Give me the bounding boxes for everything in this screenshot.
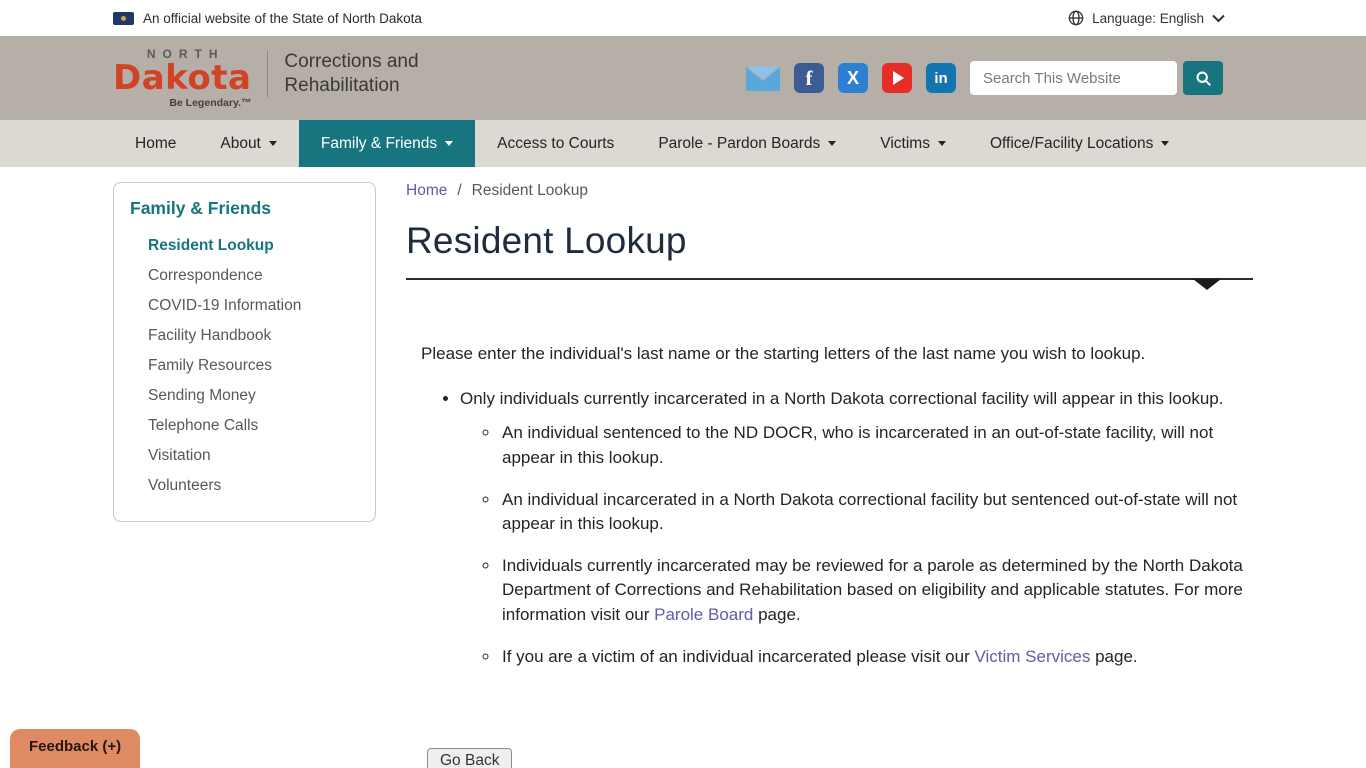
x-twitter-icon[interactable]: X xyxy=(838,63,868,93)
search-icon xyxy=(1195,70,1212,87)
nav-label: Victims xyxy=(880,134,930,152)
list-item-text: If you are a victim of an individual incarcerated please visit our xyxy=(502,646,975,666)
chevron-down-icon xyxy=(269,141,277,146)
page-content xyxy=(0,182,1366,768)
sidebar-title: Family & Friends xyxy=(130,198,272,218)
youtube-icon[interactable] xyxy=(882,63,912,93)
sidebar-item-family-resources[interactable]: Family Resources xyxy=(148,357,273,374)
email-icon[interactable] xyxy=(746,66,780,91)
article-body xyxy=(406,342,1253,768)
site-search xyxy=(970,61,1223,95)
breadcrumb xyxy=(406,182,1253,200)
list-item-text: page. xyxy=(753,605,801,625)
department-line1: Corrections and xyxy=(284,51,419,73)
nav-item-family-friends[interactable] xyxy=(299,120,475,167)
nav-label: Access to Courts xyxy=(497,134,615,152)
sidebar-item-resident-lookup[interactable]: Resident Lookup xyxy=(148,237,274,254)
search-input[interactable] xyxy=(970,61,1177,95)
list-item xyxy=(500,645,1253,670)
list-item xyxy=(460,387,1253,670)
sidebar-item-facility-handbook[interactable]: Facility Handbook xyxy=(148,327,272,344)
list-item xyxy=(500,488,1253,537)
chevron-down-icon xyxy=(828,141,836,146)
nav-item-office-facility-locations[interactable] xyxy=(968,120,1191,167)
globe-icon xyxy=(1068,10,1084,26)
list-item-text: Only individuals currently incarcerated in a North Dakota correctional facility will appear in this lookup. xyxy=(460,388,1224,408)
info-list xyxy=(421,387,1253,670)
list-item xyxy=(500,421,1253,470)
facebook-icon[interactable]: f xyxy=(794,63,824,93)
nav-item-victims[interactable] xyxy=(858,120,968,167)
victim-services-link[interactable]: Victim Services xyxy=(974,646,1091,666)
nav-item-access-to-courts[interactable] xyxy=(475,120,636,167)
info-sublist xyxy=(460,421,1253,669)
nav-label: Family & Friends xyxy=(320,134,438,152)
main-column xyxy=(406,182,1253,768)
department-name xyxy=(284,50,418,98)
department-line2: Rehabilitation xyxy=(284,75,400,96)
sidebar-item-covid19-information[interactable]: COVID-19 Information xyxy=(148,297,302,314)
official-site-text: An official website of the State of North Dakota xyxy=(143,10,422,26)
chevron-down-icon xyxy=(445,141,453,146)
sidebar-item-telephone-calls[interactable]: Telephone Calls xyxy=(148,417,259,434)
breadcrumb-current: Resident Lookup xyxy=(471,182,589,199)
breadcrumb-separator: / xyxy=(457,182,462,199)
title-divider xyxy=(406,278,1253,280)
official-top-bar xyxy=(0,0,1366,36)
nav-label: About xyxy=(220,134,261,152)
list-item-text: page. xyxy=(1090,646,1138,666)
feedback-button[interactable]: Feedback (+) xyxy=(10,729,140,768)
intro-paragraph: Please enter the individual's last name or the starting letters of the last name you wish to lookup. xyxy=(421,344,1146,363)
nav-label: Office/Facility Locations xyxy=(989,134,1154,152)
list-item-text: An individual incarcerated in a North Dakota correctional facility but sentenced out-of-state will not appear in this lookup. xyxy=(502,489,1238,534)
north-dakota-flag-icon xyxy=(113,12,134,25)
go-back-button[interactable]: Go Back xyxy=(427,748,512,768)
nav-item-parole-pardon-boards[interactable] xyxy=(636,120,858,167)
section-sidebar xyxy=(113,182,376,522)
nav-label: Home xyxy=(135,134,177,152)
breadcrumb-home-link[interactable]: Home xyxy=(406,182,448,199)
site-header xyxy=(0,36,1366,120)
logo-tagline: Be Legendary.™ xyxy=(169,97,252,109)
official-site-notice xyxy=(113,11,422,26)
logo-dakota-text: Dakota xyxy=(113,58,252,98)
parole-board-link[interactable]: Parole Board xyxy=(654,605,754,625)
logo-north-text: NORTH xyxy=(146,47,225,61)
chevron-down-icon xyxy=(938,141,946,146)
nav-item-home[interactable] xyxy=(113,120,198,167)
chevron-down-icon xyxy=(1161,141,1169,146)
social-links xyxy=(746,63,956,93)
sidebar-item-sending-money[interactable]: Sending Money xyxy=(148,387,256,404)
list-item xyxy=(500,554,1253,628)
triangle-pointer-icon xyxy=(1193,279,1221,290)
play-glyph xyxy=(893,71,904,85)
language-label: Language: English xyxy=(1092,10,1204,26)
linkedin-icon[interactable]: in xyxy=(926,63,956,93)
list-item-text: An individual sentenced to the ND DOCR, who is incarcerated in an out-of-state facility, will not appear in this lookup. xyxy=(502,423,1214,467)
sidebar-item-volunteers[interactable]: Volunteers xyxy=(148,477,222,494)
logo-divider xyxy=(267,51,268,97)
north-dakota-docr-logo[interactable] xyxy=(113,47,419,109)
sidebar-item-visitation[interactable]: Visitation xyxy=(148,447,211,464)
sidebar-item-correspondence[interactable]: Correspondence xyxy=(148,267,263,284)
nav-item-about[interactable] xyxy=(198,120,299,167)
page-title: Resident Lookup xyxy=(406,220,687,261)
nav-label: Parole - Pardon Boards xyxy=(658,134,821,152)
logo-state-block xyxy=(113,47,251,109)
main-navigation xyxy=(0,120,1366,167)
chevron-down-icon xyxy=(1212,14,1225,23)
search-button[interactable] xyxy=(1183,61,1223,95)
list-item-text: Individuals currently incarcerated may be reviewed for a parole as determined by the North Dakota Department of Corrections and Rehabilitation based on eligibility and applicable statutes. For more information visit our xyxy=(502,555,1243,625)
language-selector[interactable] xyxy=(1068,10,1225,26)
